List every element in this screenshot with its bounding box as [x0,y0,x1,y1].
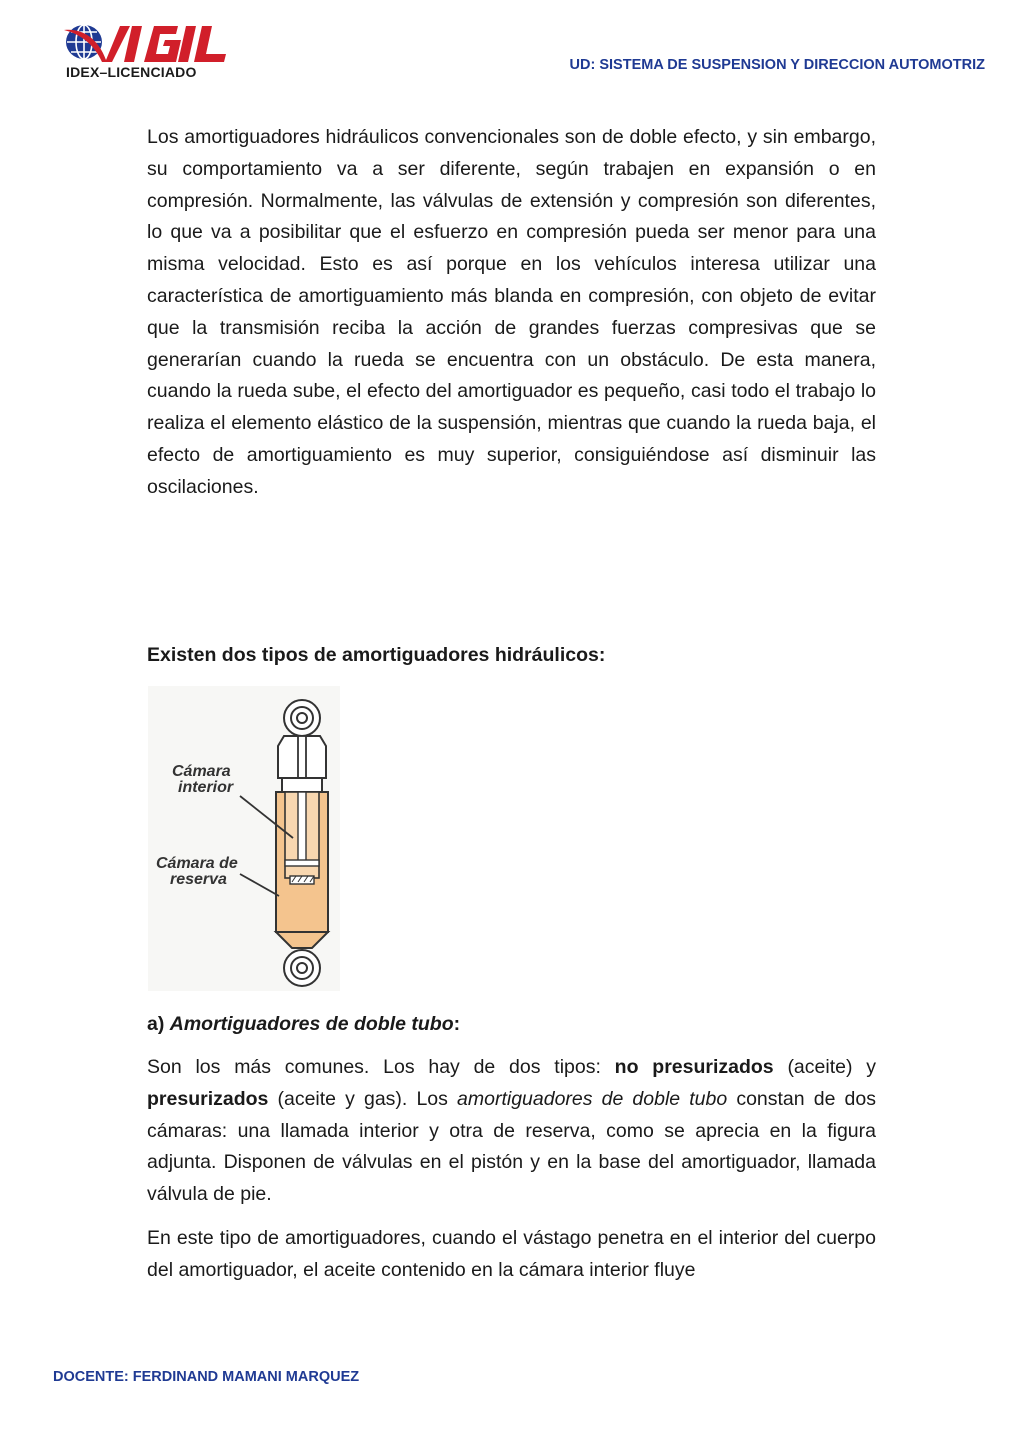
label-camara-interior-2: interior [178,779,234,796]
paragraph-2 [147,1052,876,1211]
heading-a-suffix: : [453,1013,461,1035]
p2-italic-1: amortiguadores de doble tubo [457,1087,728,1110]
p2-text-4: constan de dos cámaras: una llamada interior y otra de reserva, como se aprecia en la figura adjunta. Disponen de válvulas en el pistón y en la base del amortiguador, llamada válvula de pie. [147,1087,876,1206]
p2-text-1: Son los más comunes. Los hay de dos tipos: [147,1056,615,1078]
logo-subtitle: IDEX–LICENCIADO [66,64,197,80]
shock-absorber-diagram [148,686,340,991]
p2-bold-2: presurizados [147,1087,269,1110]
label-camara-reserva-2: reserva [170,871,227,888]
paragraph-1: Los amortiguadores hidráulicos convencionales son de doble efecto, y sin embargo, su comportamiento va a ser diferente, según trabajen en expansión o en compresión. Normalmente, las válvulas de extensión y compresión son diferentes, lo que va a posibilitar que el esfuerzo en compresión pueda ser menor para una misma velocidad. Esto es así porque en los vehículos interesa utilizar una característica de amortiguamiento más blanda en compresión, con objeto de evitar que la transmisión reciba la acción de grandes fuerzas compresivas que se generarían cuando la rueda se encuentra con un obstáculo. De esta manera, cuando la rueda sube, el efecto del amortiguador es pequeño, casi todo el trabajo lo realiza el elemento elástico de la suspensión, mientras que cuando la rueda baja, el efecto de amortiguamiento es muy superior, consiguiéndose así disminuir las oscilaciones. [147,126,876,498]
content-block-2 [147,1052,876,1299]
vigil-logo-mark [62,20,232,66]
paragraph-3: En este tipo de amortiguadores, cuando el vástago penetra en el interior del cuerpo del amortiguador, el aceite contenido en la cámara interior fluye [147,1226,876,1281]
p2-text-2: (aceite) y [773,1056,876,1078]
label-camara-reserva-1: Cámara de [156,855,238,872]
footer-docente: DOCENTE: FERDINAND MAMANI MARQUEZ [53,1369,360,1385]
section-heading-a [147,1009,460,1040]
label-camara-interior-1: Cámara [172,763,231,780]
p2-bold-1: no presurizados [614,1056,774,1078]
header-title: UD: SISTEMA DE SUSPENSION Y DIRECCION AUTOMOTRIZ [569,57,985,73]
vigil-logo [62,20,232,82]
main-content [147,122,876,504]
heading-a-title: Amortiguadores de doble tubo [169,1013,454,1035]
heading-a-prefix: a) [147,1013,170,1035]
shock-absorber-figure [148,686,340,991]
p2-text-3: (aceite y gas). Los [268,1087,458,1110]
section-heading-types: Existen dos tipos de amortiguadores hidráulicos: [147,644,606,666]
